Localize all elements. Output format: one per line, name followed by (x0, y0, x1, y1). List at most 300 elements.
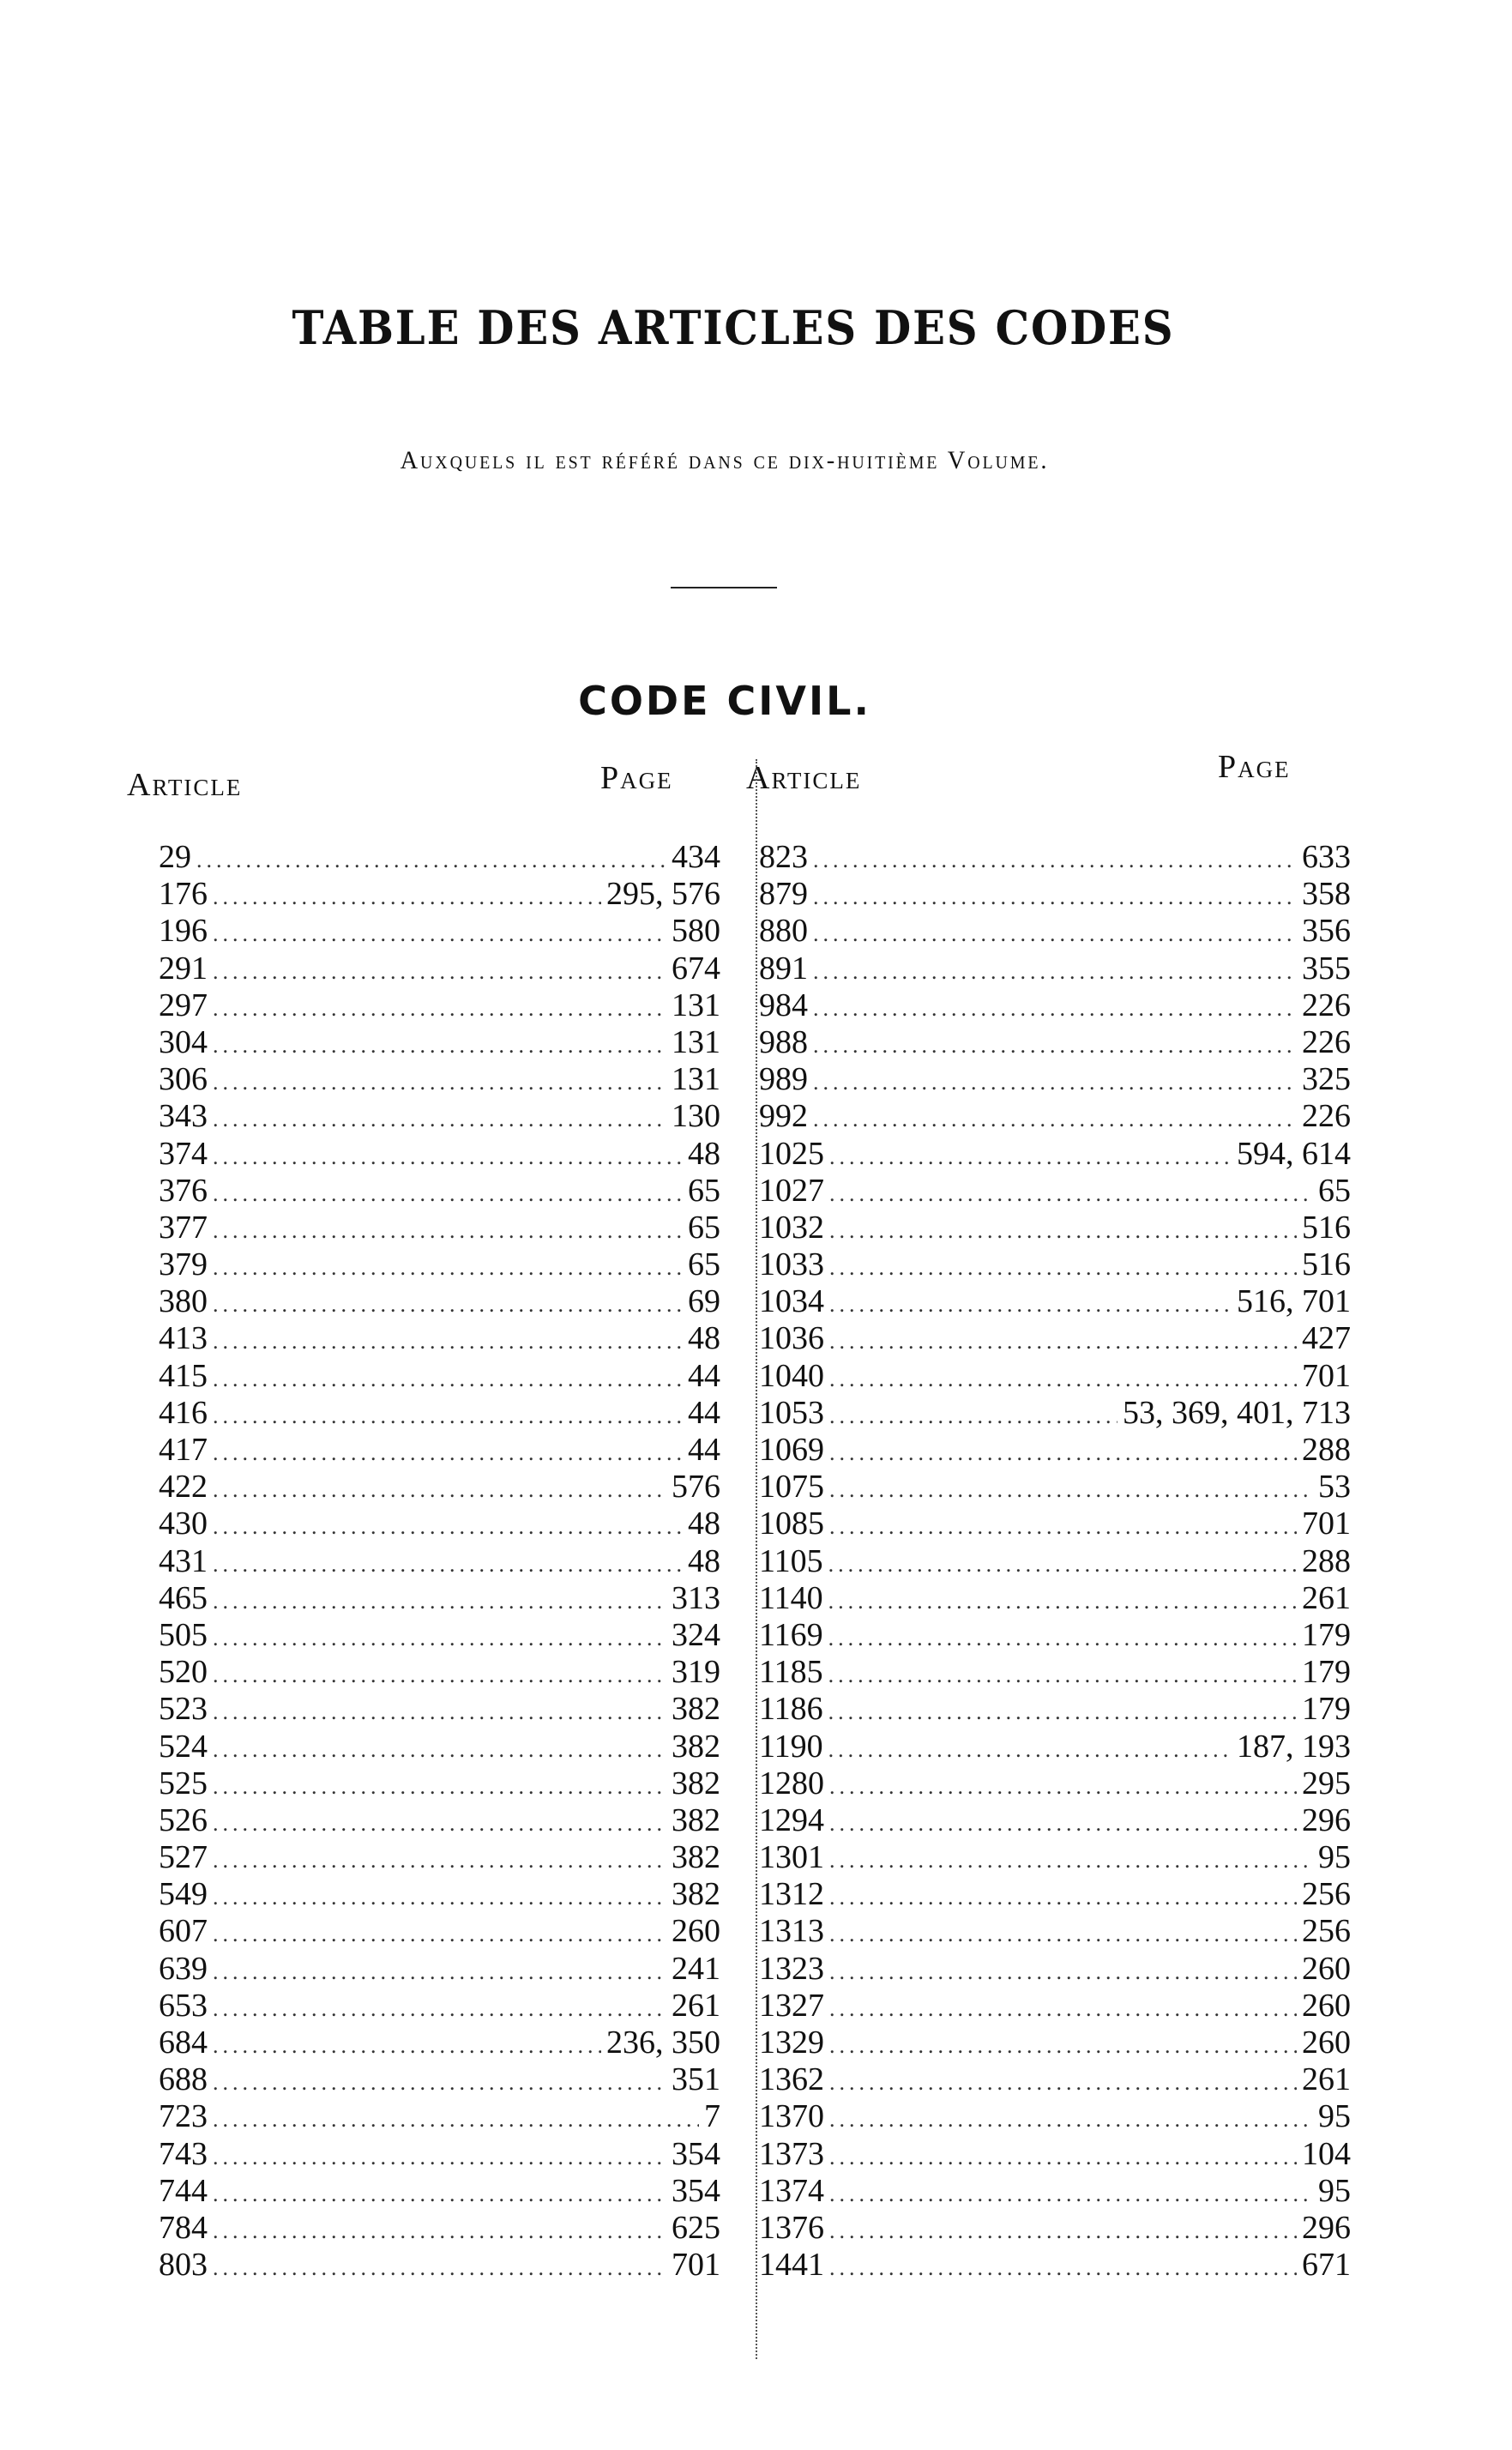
column-header-page-right: Page (1218, 749, 1291, 785)
dot-leader (829, 1879, 1297, 1916)
index-row (159, 1913, 720, 1950)
dot-leader (829, 1953, 1297, 1990)
page-reference: 594, 614 (1237, 1135, 1351, 1172)
page-reference: 288 (1302, 1432, 1351, 1468)
dot-leader (829, 1805, 1297, 1842)
index-row (159, 2061, 720, 2098)
dot-leader (829, 1323, 1297, 1360)
article-number: 607 (159, 1913, 208, 1950)
dot-leader (213, 1434, 683, 1471)
page-reference: 65 (688, 1172, 720, 1209)
dot-leader (813, 915, 1297, 952)
page-reference: 65 (688, 1246, 720, 1283)
dot-leader (213, 2139, 666, 2175)
article-number: 1329 (759, 2025, 824, 2061)
dot-leader (213, 1693, 666, 1730)
page-reference: 179 (1302, 1616, 1351, 1653)
page-reference: 256 (1302, 1876, 1351, 1913)
dot-leader (829, 1212, 1297, 1249)
dot-leader (213, 2064, 666, 2101)
index-row (759, 1098, 1351, 1135)
page-reference: 434 (672, 839, 720, 875)
page-reference: 516, 701 (1237, 1283, 1351, 1320)
page-reference: 674 (672, 950, 720, 987)
dot-leader (213, 1361, 683, 1397)
column-header-page-left: Page (600, 760, 673, 796)
index-row (759, 1246, 1351, 1283)
index-row (759, 1691, 1351, 1728)
page-reference: 260 (1302, 1987, 1351, 2024)
article-number: 306 (159, 1061, 208, 1098)
dot-leader (829, 1768, 1297, 1805)
index-row (159, 1691, 720, 1728)
article-number: 377 (159, 1209, 208, 1246)
article-number: 523 (159, 1691, 208, 1728)
dot-leader (829, 1138, 1232, 1175)
dot-leader (828, 1546, 1297, 1583)
dot-leader (829, 2064, 1297, 2101)
dot-leader (813, 1064, 1297, 1101)
index-row (159, 1469, 720, 1506)
index-row (759, 1765, 1351, 1802)
article-number: 1327 (759, 1987, 824, 2024)
dot-leader (829, 1286, 1232, 1323)
article-number: 803 (159, 2247, 208, 2284)
article-number: 1370 (759, 2098, 824, 2135)
article-number: 1376 (759, 2209, 824, 2246)
article-number: 291 (159, 950, 208, 987)
article-number: 297 (159, 987, 208, 1023)
index-row (759, 1876, 1351, 1913)
index-row (759, 1580, 1351, 1617)
page-reference: 382 (672, 1728, 720, 1765)
dot-leader (813, 842, 1297, 878)
index-row (759, 2247, 1351, 2284)
index-row (159, 1395, 720, 1432)
index-row (759, 1061, 1351, 1098)
article-number: 527 (159, 1839, 208, 1876)
dot-leader (213, 1842, 666, 1879)
article-number: 891 (759, 950, 808, 987)
index-row (159, 1320, 720, 1357)
article-number: 1280 (759, 1765, 824, 1801)
page-reference: 354 (672, 2172, 720, 2209)
index-row (759, 2136, 1351, 2173)
article-number: 1085 (759, 1506, 824, 1542)
index-row (159, 1432, 720, 1469)
article-number: 743 (159, 2135, 208, 2172)
dot-leader (213, 1249, 683, 1286)
article-number: 422 (159, 1469, 208, 1506)
index-row (159, 1136, 720, 1173)
page-reference: 241 (672, 1950, 720, 1987)
article-number: 989 (759, 1061, 808, 1098)
article-number: 1362 (759, 2061, 824, 2098)
index-row (759, 1506, 1351, 1542)
index-row (159, 2173, 720, 2210)
article-number: 1140 (759, 1579, 823, 1616)
page-reference: 48 (688, 1135, 720, 1172)
page-reference: 701 (672, 2247, 720, 2284)
article-number: 1040 (759, 1357, 824, 1394)
index-row (159, 2210, 720, 2247)
page-reference: 382 (672, 1765, 720, 1801)
page-reference: 261 (1302, 2061, 1351, 2098)
dot-leader (213, 1101, 666, 1138)
dot-leader (213, 1471, 666, 1508)
dot-leader (829, 1361, 1297, 1397)
dot-leader (213, 2027, 601, 2064)
page-reference: 633 (1302, 839, 1351, 875)
page-reference: 358 (1302, 876, 1351, 913)
index-row (159, 1358, 720, 1395)
dot-leader (828, 1731, 1232, 1768)
article-number: 430 (159, 1506, 208, 1542)
page-reference: 53, 369, 401, 713 (1123, 1394, 1351, 1431)
index-row (759, 1210, 1351, 1246)
page-reference: 44 (688, 1432, 720, 1468)
dot-leader (213, 1990, 666, 2027)
dot-leader (213, 1583, 666, 1620)
page-reference: 44 (688, 1394, 720, 1431)
page-reference: 104 (1302, 2135, 1351, 2172)
page-reference: 48 (688, 1506, 720, 1542)
index-row (759, 839, 1351, 876)
index-row (759, 1432, 1351, 1469)
index-row (759, 2098, 1351, 2135)
page-reference: 313 (672, 1579, 720, 1616)
index-row (759, 1802, 1351, 1839)
title-rule (671, 587, 777, 588)
index-row (759, 1913, 1351, 1950)
index-row (159, 839, 720, 876)
page-reference: 260 (672, 1913, 720, 1950)
index-row (159, 1839, 720, 1876)
article-number: 984 (759, 987, 808, 1023)
page-reference: 516 (1302, 1209, 1351, 1246)
dot-leader (828, 1620, 1297, 1656)
index-row (759, 1024, 1351, 1061)
article-number: 1374 (759, 2172, 824, 2209)
page-subtitle: Auxquels il est référé dans ce dix-huitième Volume. (400, 446, 1050, 474)
article-number: 1312 (759, 1876, 824, 1913)
dot-leader (213, 1731, 666, 1768)
page-reference: 260 (1302, 1950, 1351, 1987)
page-reference: 382 (672, 1801, 720, 1838)
article-number: 1373 (759, 2135, 824, 2172)
article-number: 526 (159, 1801, 208, 1838)
page-reference: 288 (1302, 1542, 1351, 1579)
article-number: 723 (159, 2098, 208, 2135)
index-row (759, 2025, 1351, 2061)
page-reference: 236, 350 (606, 2025, 720, 2061)
dot-leader (213, 2212, 666, 2249)
article-number: 415 (159, 1357, 208, 1394)
article-number: 417 (159, 1432, 208, 1468)
index-row (759, 1173, 1351, 1210)
page-reference: 295, 576 (606, 876, 720, 913)
index-row (159, 1617, 720, 1654)
page-reference: 131 (672, 987, 720, 1023)
dot-leader (813, 1027, 1297, 1064)
page-reference: 69 (688, 1283, 720, 1320)
page-reference: 131 (672, 1061, 720, 1098)
right-index-column (759, 839, 1351, 2284)
index-row (159, 1951, 720, 1988)
dot-leader (829, 2027, 1297, 2064)
dot-leader (829, 2101, 1313, 2138)
article-number: 880 (759, 913, 808, 950)
article-number: 1027 (759, 1172, 824, 1209)
index-row (159, 2247, 720, 2284)
dot-leader (213, 1620, 666, 1656)
article-number: 1169 (759, 1616, 823, 1653)
index-row (759, 876, 1351, 913)
article-number: 1069 (759, 1432, 824, 1468)
index-row (759, 1654, 1351, 1691)
dot-leader (213, 915, 666, 952)
dot-leader (829, 1175, 1313, 1212)
page-reference: 701 (1302, 1506, 1351, 1542)
page-reference: 53 (1318, 1469, 1351, 1506)
dot-leader (213, 2175, 666, 2212)
page-reference: 671 (1302, 2247, 1351, 2284)
dot-leader (213, 1397, 683, 1434)
article-number: 1034 (759, 1283, 824, 1320)
article-number: 29 (159, 839, 191, 875)
article-number: 1033 (759, 1246, 824, 1283)
index-row (759, 1543, 1351, 1580)
dot-leader (829, 2175, 1313, 2212)
page-reference: 701 (1302, 1357, 1351, 1394)
dot-leader (813, 953, 1297, 990)
article-number: 823 (759, 839, 808, 875)
page-reference: 296 (1302, 2209, 1351, 2246)
index-row (159, 1173, 720, 1210)
dot-leader (829, 1249, 1297, 1286)
article-number: 684 (159, 2025, 208, 2061)
index-row (759, 1395, 1351, 1432)
dot-leader (213, 1916, 666, 1952)
dot-leader (829, 1916, 1297, 1952)
page-reference: 516 (1302, 1246, 1351, 1283)
page-reference: 187, 193 (1237, 1728, 1351, 1765)
article-number: 1294 (759, 1801, 824, 1838)
index-row (159, 1802, 720, 1839)
page-reference: 179 (1302, 1691, 1351, 1728)
page-reference: 382 (672, 1876, 720, 1913)
dot-leader (213, 1286, 683, 1323)
article-number: 1075 (759, 1469, 824, 1506)
dot-leader (213, 1768, 666, 1805)
article-number: 176 (159, 876, 208, 913)
index-row (759, 1283, 1351, 1320)
page-reference: 351 (672, 2061, 720, 2098)
page-reference: 625 (672, 2209, 720, 2246)
index-row (759, 2173, 1351, 2210)
page-reference: 226 (1302, 1023, 1351, 1060)
page-reference: 44 (688, 1357, 720, 1394)
index-row (159, 950, 720, 987)
page-reference: 260 (1302, 2025, 1351, 2061)
index-row (159, 2136, 720, 2173)
index-row (759, 1951, 1351, 1988)
index-row (759, 950, 1351, 987)
index-row (759, 913, 1351, 950)
index-row (159, 2025, 720, 2061)
article-number: 525 (159, 1765, 208, 1801)
dot-leader (813, 990, 1297, 1027)
page-reference: 131 (672, 1023, 720, 1060)
page-reference: 576 (672, 1469, 720, 1506)
article-number: 1025 (759, 1135, 824, 1172)
dot-leader (213, 990, 666, 1027)
page-reference: 427 (1302, 1320, 1351, 1357)
index-row (759, 1988, 1351, 2025)
index-row (759, 1136, 1351, 1173)
dot-leader (829, 1842, 1313, 1879)
dot-leader (213, 1064, 666, 1101)
code-heading: CODE CIVIL. (578, 678, 871, 724)
article-number: 1105 (759, 1542, 823, 1579)
article-number: 1036 (759, 1320, 824, 1357)
article-number: 1185 (759, 1654, 823, 1691)
column-divider (756, 759, 758, 2359)
index-row (759, 1320, 1351, 1357)
article-number: 1053 (759, 1394, 824, 1431)
index-row (159, 1729, 720, 1765)
dot-leader (213, 2249, 666, 2286)
dot-leader (213, 1805, 666, 1842)
page-reference: 48 (688, 1542, 720, 1579)
article-number: 413 (159, 1320, 208, 1357)
dot-leader (213, 953, 666, 990)
index-row (759, 1358, 1351, 1395)
dot-leader (829, 1990, 1297, 2027)
page-reference: 179 (1302, 1654, 1351, 1691)
column-header-article-right: Article (746, 760, 862, 796)
article-number: 1032 (759, 1209, 824, 1246)
article-number: 431 (159, 1542, 208, 1579)
dot-leader (213, 1508, 683, 1545)
index-row (159, 1246, 720, 1283)
article-number: 1190 (759, 1728, 823, 1765)
article-number: 416 (159, 1394, 208, 1431)
page-reference: 226 (1302, 1098, 1351, 1135)
article-number: 524 (159, 1728, 208, 1765)
dot-leader (213, 1953, 666, 1990)
article-number: 1186 (759, 1691, 823, 1728)
index-row (159, 1988, 720, 2025)
article-number: 1323 (759, 1950, 824, 1987)
dot-leader (828, 1656, 1297, 1693)
page-reference: 95 (1318, 1839, 1351, 1876)
index-row (159, 1654, 720, 1691)
dot-leader (213, 1656, 666, 1693)
page-reference: 356 (1302, 913, 1351, 950)
index-row (159, 1543, 720, 1580)
dot-leader (813, 1101, 1297, 1138)
page-reference: 95 (1318, 2098, 1351, 2135)
index-row (159, 876, 720, 913)
index-row (159, 2098, 720, 2135)
dot-leader (213, 1212, 683, 1249)
page-reference: 319 (672, 1654, 720, 1691)
dot-leader (213, 2101, 699, 2138)
page-reference: 580 (672, 913, 720, 950)
index-row (159, 1765, 720, 1802)
article-number: 744 (159, 2172, 208, 2209)
dot-leader (196, 842, 666, 878)
index-row (159, 1283, 720, 1320)
dot-leader (213, 1323, 683, 1360)
dot-leader (213, 1175, 683, 1212)
page-reference: 48 (688, 1320, 720, 1357)
dot-leader (829, 1397, 1117, 1434)
index-row (759, 1617, 1351, 1654)
page-reference: 65 (1318, 1172, 1351, 1209)
dot-leader (829, 1471, 1313, 1508)
index-row (159, 1098, 720, 1135)
page-reference: 226 (1302, 987, 1351, 1023)
page-reference: 325 (1302, 1061, 1351, 1098)
index-row (759, 2210, 1351, 2247)
page-reference: 382 (672, 1839, 720, 1876)
article-number: 549 (159, 1876, 208, 1913)
article-number: 653 (159, 1987, 208, 2024)
article-number: 784 (159, 2209, 208, 2246)
index-row (759, 1729, 1351, 1765)
index-row (159, 1506, 720, 1542)
article-number: 374 (159, 1135, 208, 1172)
index-row (759, 987, 1351, 1024)
index-row (159, 913, 720, 950)
article-number: 1313 (759, 1913, 824, 1950)
article-number: 304 (159, 1023, 208, 1060)
page-reference: 261 (1302, 1579, 1351, 1616)
dot-leader (213, 878, 601, 915)
article-number: 1441 (759, 2247, 824, 2284)
page-reference: 296 (1302, 1801, 1351, 1838)
article-number: 639 (159, 1950, 208, 1987)
page-reference: 295 (1302, 1765, 1351, 1801)
dot-leader (829, 1508, 1297, 1545)
page-reference: 7 (704, 2098, 720, 2135)
article-number: 380 (159, 1283, 208, 1320)
article-number: 465 (159, 1579, 208, 1616)
dot-leader (813, 878, 1297, 915)
article-number: 992 (759, 1098, 808, 1135)
index-row (159, 987, 720, 1024)
left-index-column (159, 839, 720, 2284)
dot-leader (828, 1693, 1297, 1730)
dot-leader (213, 1879, 666, 1916)
index-row (159, 1210, 720, 1246)
index-row (759, 1839, 1351, 1876)
article-number: 343 (159, 1098, 208, 1135)
column-header-article-left: Article (127, 767, 243, 803)
page-reference: 256 (1302, 1913, 1351, 1950)
dot-leader (829, 2212, 1297, 2249)
dot-leader (829, 1434, 1297, 1471)
index-row (159, 1024, 720, 1061)
article-number: 505 (159, 1616, 208, 1653)
article-number: 376 (159, 1172, 208, 1209)
dot-leader (213, 1138, 683, 1175)
article-number: 988 (759, 1023, 808, 1060)
article-number: 520 (159, 1654, 208, 1691)
dot-leader (829, 2249, 1297, 2286)
